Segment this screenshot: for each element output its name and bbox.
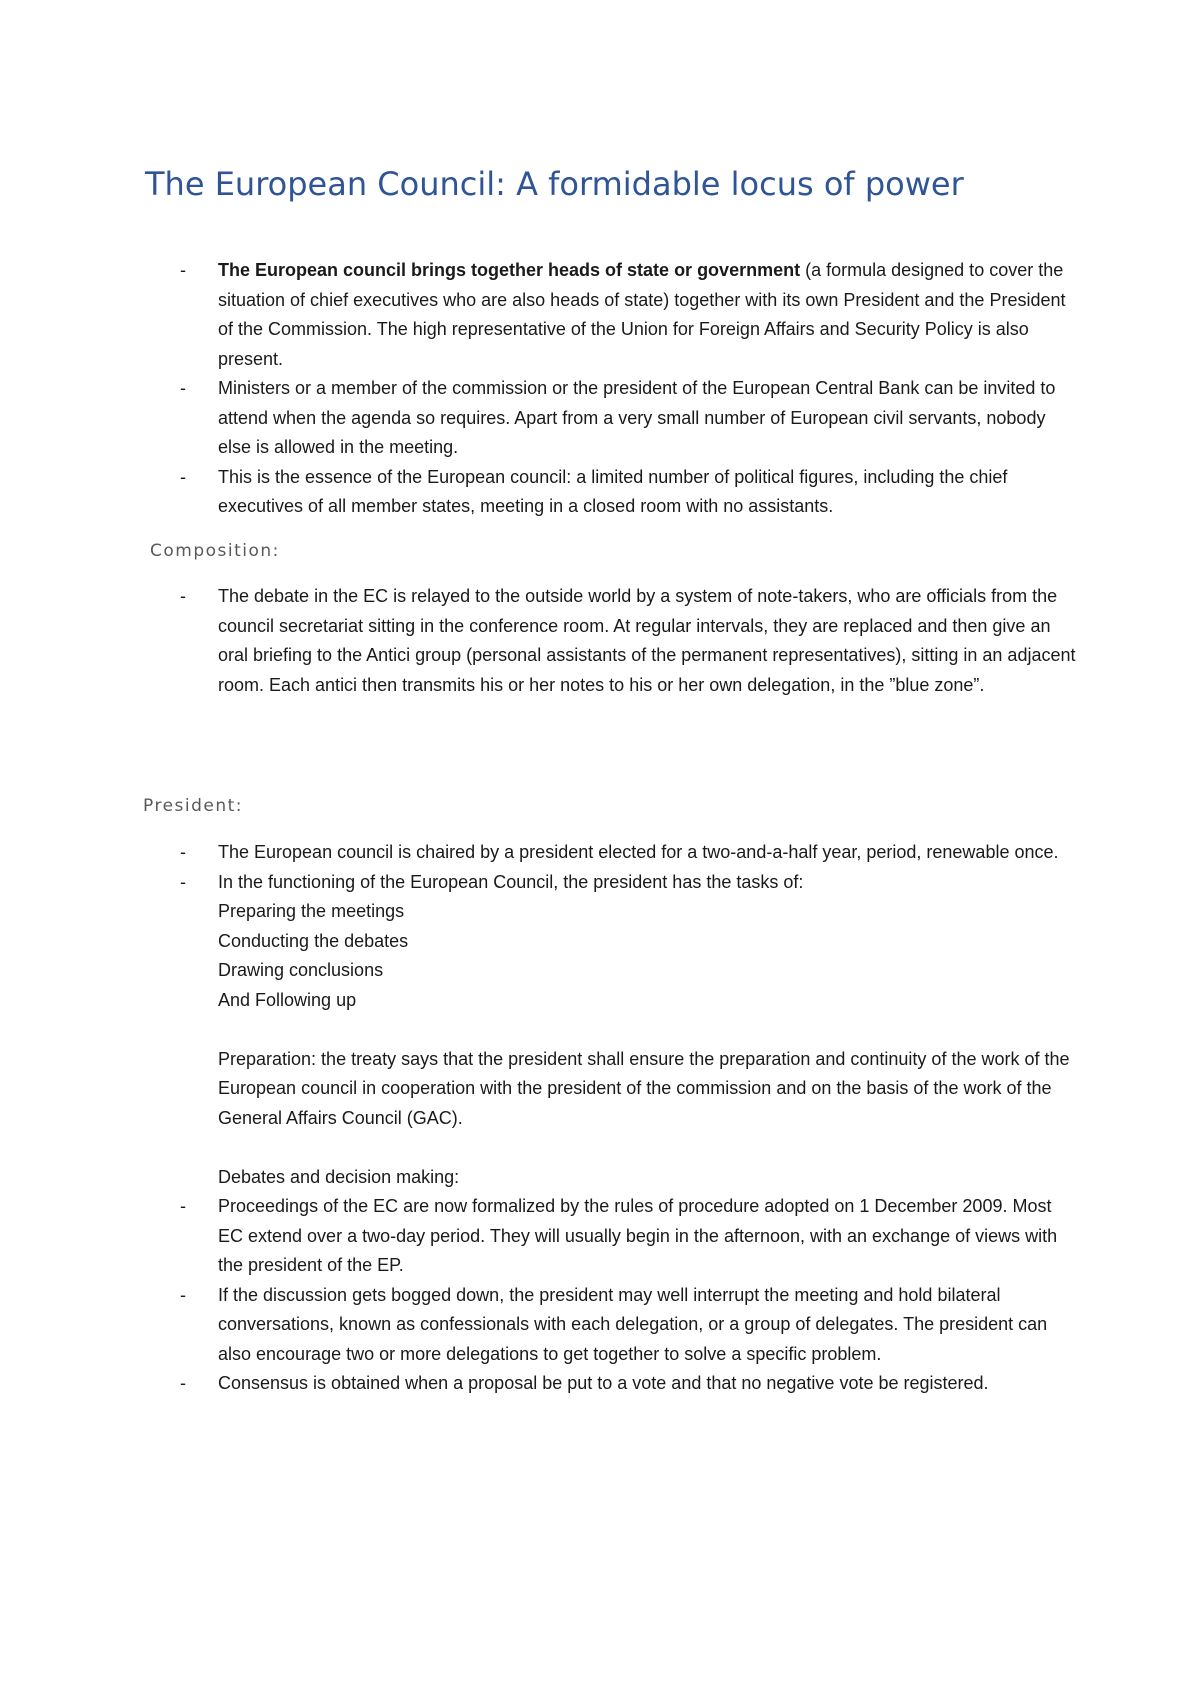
intro-list: [180, 256, 1080, 522]
intro-text: Ministers or a member of the commission or the president of the European Central Bank can be invited to attend when the agenda so requires. Apart from a very small number of European civil servants, nobody else is allowed in the meeting.: [218, 378, 1056, 457]
composition-list: [180, 582, 1080, 700]
intro-bold-text: The European council brings together heads of state or government: [218, 260, 801, 280]
intro-text: (a formula designed to cover the situation of chief executives who are also heads of state) together with its own President and the President of the Commission. The high representative of the Union for Foreign Affairs and Security Policy is also present.: [218, 260, 1066, 369]
blank-line: [180, 1015, 1080, 1045]
dash-bullet: -: [180, 260, 186, 280]
list-item: [180, 463, 1080, 522]
dash-bullet: -: [180, 1284, 186, 1305]
president-text: The European council is chaired by a president elected for a two-and-a-half year, period, renewable once.: [218, 842, 1059, 862]
president-heading: President:: [143, 796, 244, 816]
dash-bullet: -: [180, 1196, 186, 1216]
preparation-paragraph: Preparation: the treaty says that the president shall ensure the preparation and continuity of the work of the European council in cooperation with the president of the commission and on the basis of the work of the General Affairs Council (GAC).: [218, 1048, 1070, 1128]
intro-text: This is the essence of the European council: a limited number of political figures, including the chief executives of all member states, meeting in a closed room with no assistants.: [218, 466, 1008, 516]
task-item: Conducting the debates: [218, 930, 409, 951]
dash-bullet: -: [180, 871, 186, 892]
list-item: [180, 374, 1080, 463]
composition-text: The debate in the EC is relayed to the outside world by a system of note-takers, who are officials from the council secretariat sitting in the conference room. At regular intervals, they are replaced and then give an oral briefing to the Antici group (personal assistants of the permanent representatives), sitting in an adjacent room. Each antici then transmits his or her notes to his or her own delegation, in the ”blue zone”.: [218, 586, 1076, 695]
list-item: [180, 256, 1080, 374]
debates-text: Consensus is obtained when a proposal be put to a vote and that no negative vote be registered.: [218, 1373, 989, 1393]
dash-bullet: -: [180, 378, 186, 398]
task-item: Drawing conclusions: [218, 960, 384, 980]
list-item: [180, 582, 1080, 700]
composition-heading: Composition:: [150, 541, 280, 561]
list-item: [180, 1281, 1080, 1370]
debates-heading: Debates and decision making:: [218, 1166, 460, 1187]
list-item: [180, 838, 1080, 868]
debates-text: Proceedings of the EC are now formalized by the rules of procedure adopted on 1 December 2009. Most EC extend over a two-day period. They will usually begin in the afternoon, with an exchange of views with the president of the EP.: [218, 1196, 1058, 1275]
debates-text: If the discussion gets bogged down, the president may well interrupt the meeting and hold bilateral conversations, known as confessionals with each delegation, or a group of delegates. The president can also encourage two or more delegations to get together to solve a specific problem.: [218, 1284, 1048, 1364]
president-text: In the functioning of the European Council, the president has the tasks of:: [218, 871, 804, 892]
dash-bullet: -: [180, 586, 186, 606]
list-item: [180, 1369, 1080, 1399]
blank-line: [180, 1133, 1080, 1163]
list-item: [180, 868, 1080, 898]
dash-bullet: -: [180, 842, 186, 862]
dash-bullet: -: [180, 1373, 186, 1393]
page-title: The European Council: A formidable locus of power: [145, 165, 964, 203]
task-item: And Following up: [218, 989, 357, 1010]
dash-bullet: -: [180, 466, 186, 487]
task-item: Preparing the meetings: [218, 901, 405, 921]
president-list: [180, 838, 1080, 1399]
list-item: [180, 1192, 1080, 1281]
